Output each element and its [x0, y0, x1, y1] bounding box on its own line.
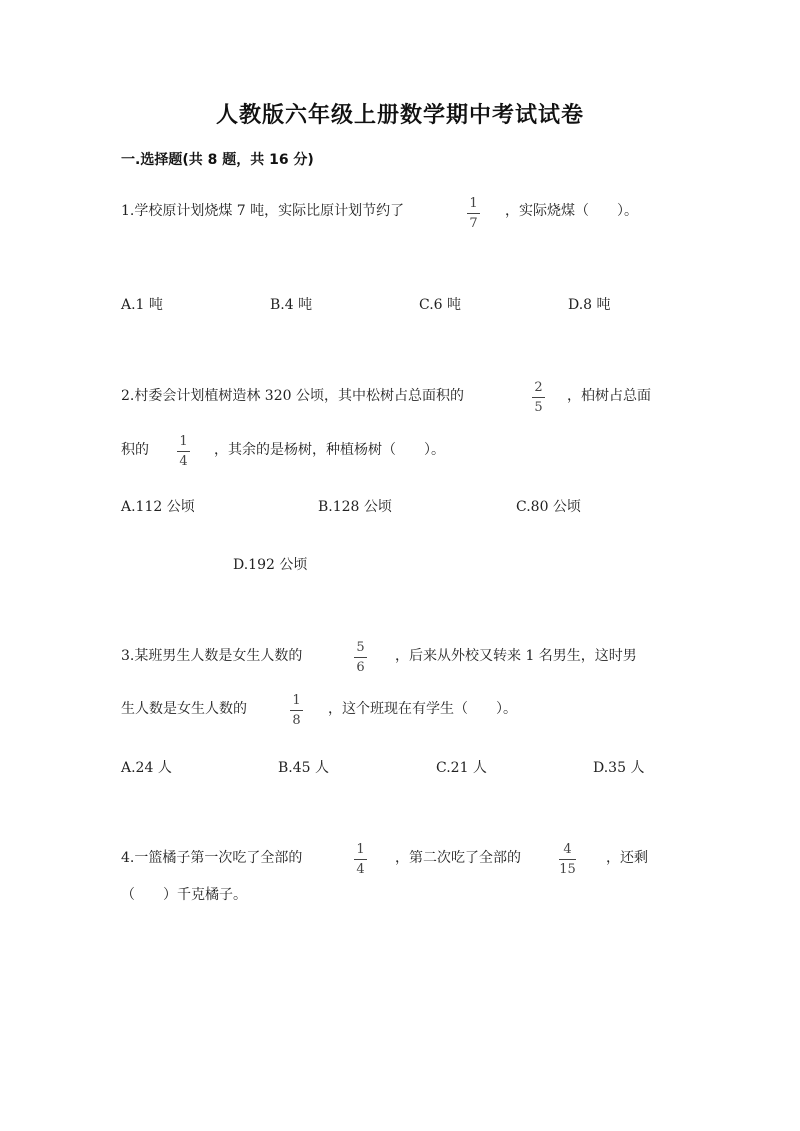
- option-d[interactable]: D.8 吨: [568, 297, 611, 313]
- question-text: （ ）千克橘子。: [121, 887, 247, 903]
- page-title: 人教版六年级上册数学期中考试试卷: [215, 103, 584, 128]
- numerator: 4: [563, 842, 572, 857]
- fraction: [290, 694, 303, 728]
- denominator: 5: [534, 400, 543, 415]
- numerator: 1: [179, 434, 188, 449]
- fraction: [354, 641, 367, 675]
- option-d[interactable]: D.35 人: [593, 760, 645, 776]
- question-text: 2.村委会计划植树造林 320 公顷，其中松树占总面积的: [121, 388, 464, 404]
- question-text: ，还剩: [606, 850, 648, 866]
- fraction: [177, 435, 190, 469]
- denominator: 4: [356, 862, 365, 877]
- option-c[interactable]: C.21 人: [436, 760, 487, 776]
- fraction: [467, 197, 480, 231]
- question-text: 生人数是女生人数的: [121, 701, 247, 717]
- option-b[interactable]: B.45 人: [278, 760, 330, 776]
- numerator: 1: [469, 196, 478, 211]
- option-c[interactable]: C.6 吨: [419, 297, 462, 313]
- question-text: ，后来从外校又转来 1 名男生，这时男: [395, 648, 637, 664]
- question-text: ，柏树占总面: [567, 388, 651, 404]
- question-text: 1.学校原计划烧煤 7 吨，实际比原计划节约了: [121, 203, 405, 219]
- question-text: 积的: [121, 442, 149, 458]
- question-text: 4.一篮橘子第一次吃了全部的: [121, 850, 303, 866]
- question-text: ，其余的是杨树，种植杨树（ ）。: [214, 442, 445, 458]
- option-d[interactable]: D.192 公顷: [233, 557, 308, 573]
- question-text: ，第二次吃了全部的: [395, 850, 521, 866]
- fraction: [559, 843, 576, 877]
- question-text: ，这个班现在有学生（ ）。: [328, 701, 517, 717]
- fraction: [532, 381, 545, 415]
- option-a[interactable]: A.112 公顷: [121, 499, 195, 515]
- option-b[interactable]: B.128 公顷: [318, 499, 392, 515]
- denominator: 4: [179, 454, 188, 469]
- fraction: [354, 843, 367, 877]
- numerator: 1: [356, 842, 365, 857]
- numerator: 2: [534, 380, 543, 395]
- denominator: 8: [292, 713, 301, 728]
- section-heading: 一.选择题(共 8 题，共 16 分): [121, 152, 314, 168]
- denominator: 6: [356, 660, 365, 675]
- option-a[interactable]: A.1 吨: [121, 297, 163, 313]
- question-text: 3.某班男生人数是女生人数的: [121, 648, 303, 664]
- denominator: 7: [469, 216, 478, 231]
- numerator: 5: [356, 640, 365, 655]
- denominator: 15: [559, 862, 576, 877]
- numerator: 1: [292, 693, 301, 708]
- option-c[interactable]: C.80 公顷: [516, 499, 581, 515]
- question-text: ，实际烧煤（ ）。: [505, 203, 638, 219]
- option-b[interactable]: B.4 吨: [270, 297, 313, 313]
- option-a[interactable]: A.24 人: [121, 760, 172, 776]
